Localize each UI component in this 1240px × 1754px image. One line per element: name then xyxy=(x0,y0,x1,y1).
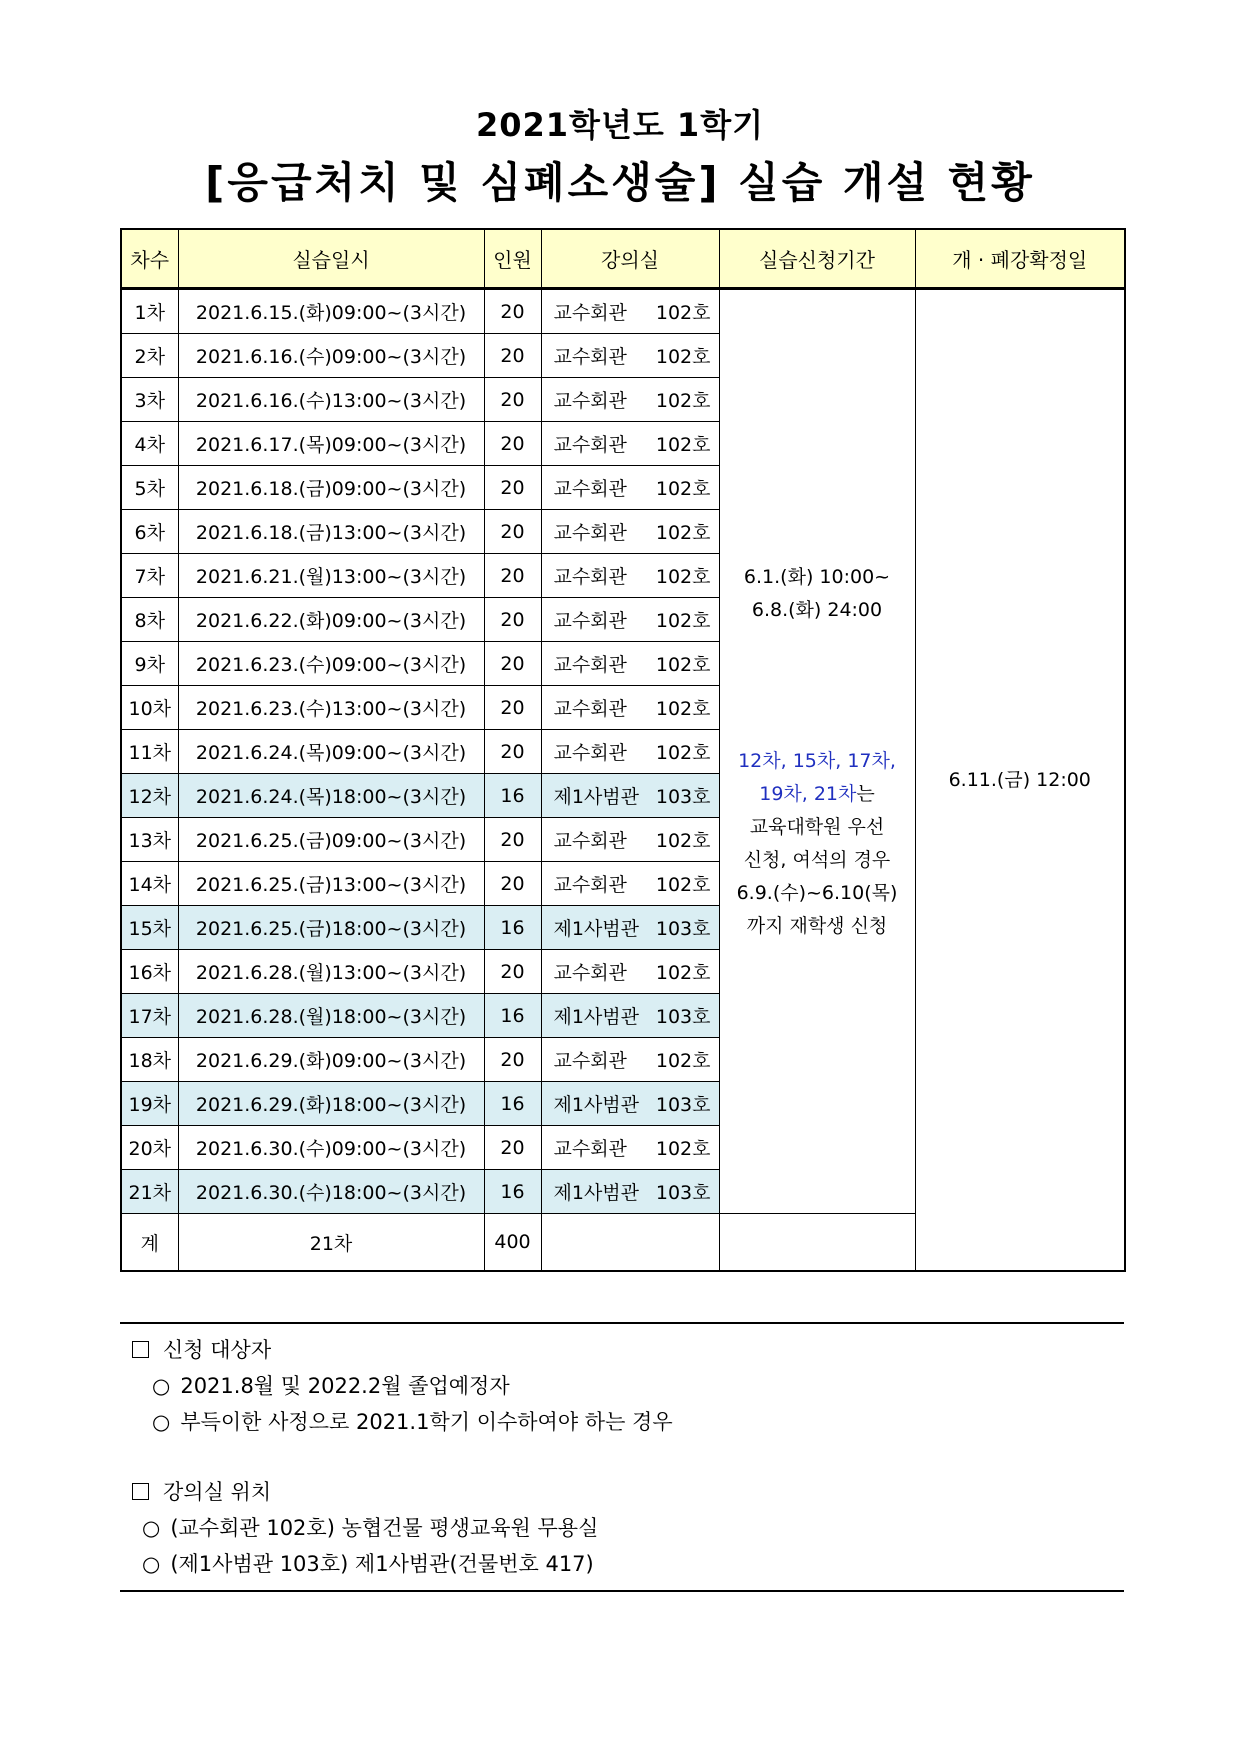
datetime-cell: 2021.6.16.(수)13:00~(3시간) xyxy=(178,378,484,422)
room-cell xyxy=(541,598,719,642)
count-cell: 16 xyxy=(484,1170,541,1214)
room-building: 교수회관 xyxy=(553,346,627,368)
room-building: 제1사범관 xyxy=(553,1006,640,1028)
title-line-1: 2021학년도 1학기 xyxy=(475,106,765,144)
session-cell: 9차 xyxy=(121,642,178,686)
room-number: 103호 xyxy=(655,918,711,940)
datetime-cell: 2021.6.25.(금)18:00~(3시간) xyxy=(178,906,484,950)
room-building: 교수회관 xyxy=(553,1050,627,1072)
datetime-cell: 2021.6.30.(수)18:00~(3시간) xyxy=(178,1170,484,1214)
datetime-cell: 2021.6.29.(화)18:00~(3시간) xyxy=(178,1082,484,1126)
count-cell: 20 xyxy=(484,1038,541,1082)
room-number: 102호 xyxy=(655,698,711,720)
room-building: 교수회관 xyxy=(553,566,627,588)
count-cell: 20 xyxy=(484,334,541,378)
room-building: 교수회관 xyxy=(553,830,627,852)
room-building: 제1사범관 xyxy=(553,918,640,940)
session-cell: 11차 xyxy=(121,730,178,774)
datetime-cell: 2021.6.29.(화)09:00~(3시간) xyxy=(178,1038,484,1082)
target-item-1: ○ 2021.8월 및 2022.2월 졸업예정자 xyxy=(152,1374,510,1398)
header-count: 인원 xyxy=(484,229,541,289)
session-cell: 17차 xyxy=(121,994,178,1038)
period-note: 12차, 15차, 17차, 19차, 21차는 교육대학원 우선 신청, 여석의 경우 6.9.(수)~6.10(목) 까지 재학생 신청 xyxy=(736,749,898,937)
target-item-2: ○ 부득이한 사정으로 2021.1학기 이수하여야 하는 경우 xyxy=(152,1410,673,1434)
count-cell: 20 xyxy=(484,686,541,730)
room-number: 102호 xyxy=(655,742,711,764)
datetime-cell: 2021.6.23.(수)09:00~(3시간) xyxy=(178,642,484,686)
room-building: 교수회관 xyxy=(553,302,627,324)
session-cell: 10차 xyxy=(121,686,178,730)
session-cell: 6차 xyxy=(121,510,178,554)
total-label: 계 xyxy=(121,1214,178,1272)
room-building: 교수회관 xyxy=(553,962,627,984)
count-cell: 16 xyxy=(484,994,541,1038)
session-cell: 7차 xyxy=(121,554,178,598)
period-end: 6.8.(화) 24:00 xyxy=(751,598,883,621)
room-number: 103호 xyxy=(655,786,711,808)
checkbox-square-icon xyxy=(132,1341,149,1358)
room-building: 교수회관 xyxy=(553,610,627,632)
location-item-1: ○ (교수회관 102호) 농협건물 평생교육원 무용실 xyxy=(142,1516,599,1540)
datetime-cell: 2021.6.25.(금)09:00~(3시간) xyxy=(178,818,484,862)
count-cell: 20 xyxy=(484,466,541,510)
session-cell: 20차 xyxy=(121,1126,178,1170)
room-number: 103호 xyxy=(655,1094,711,1116)
room-number: 102호 xyxy=(655,1138,711,1160)
room-building: 교수회관 xyxy=(553,1138,627,1160)
datetime-cell: 2021.6.18.(금)13:00~(3시간) xyxy=(178,510,484,554)
checkbox-square-icon xyxy=(132,1483,149,1500)
room-cell xyxy=(541,862,719,906)
room-cell xyxy=(541,774,719,818)
header-confirm: 개 · 폐강확정일 xyxy=(915,229,1125,289)
session-cell: 2차 xyxy=(121,334,178,378)
room-building: 교수회관 xyxy=(553,874,627,896)
count-cell: 20 xyxy=(484,818,541,862)
room-cell xyxy=(541,994,719,1038)
room-number: 102호 xyxy=(655,478,711,500)
table-row xyxy=(121,289,1125,334)
session-cell: 13차 xyxy=(121,818,178,862)
room-number: 102호 xyxy=(655,962,711,984)
circle-bullet-icon: ○ xyxy=(152,1374,171,1398)
confirm-date-cell: 6.11.(금) 12:00 xyxy=(915,289,1125,1272)
room-building: 제1사범관 xyxy=(553,1094,640,1116)
session-cell: 18차 xyxy=(121,1038,178,1082)
count-cell: 20 xyxy=(484,642,541,686)
room-cell xyxy=(541,1170,719,1214)
room-number: 102호 xyxy=(655,302,711,324)
datetime-cell: 2021.6.22.(화)09:00~(3시간) xyxy=(178,598,484,642)
datetime-cell: 2021.6.30.(수)09:00~(3시간) xyxy=(178,1126,484,1170)
room-building: 교수회관 xyxy=(553,434,627,456)
room-cell xyxy=(541,1038,719,1082)
room-building: 제1사범관 xyxy=(553,786,640,808)
period-start: 6.1.(화) 10:00~ xyxy=(743,565,891,588)
room-cell xyxy=(541,730,719,774)
datetime-cell: 2021.6.24.(목)18:00~(3시간) xyxy=(178,774,484,818)
session-cell: 3차 xyxy=(121,378,178,422)
room-number: 103호 xyxy=(655,1006,711,1028)
datetime-cell: 2021.6.15.(화)09:00~(3시간) xyxy=(178,289,484,334)
header-period: 실습신청기간 xyxy=(719,229,915,289)
divider-top xyxy=(120,1322,1124,1324)
schedule-table xyxy=(120,228,1126,1272)
session-cell: 16차 xyxy=(121,950,178,994)
header-datetime: 실습일시 xyxy=(178,229,484,289)
session-cell: 8차 xyxy=(121,598,178,642)
header-row xyxy=(121,229,1125,289)
room-cell xyxy=(541,422,719,466)
count-cell: 20 xyxy=(484,554,541,598)
total-period-empty xyxy=(719,1214,915,1272)
datetime-cell: 2021.6.21.(월)13:00~(3시간) xyxy=(178,554,484,598)
room-number: 102호 xyxy=(655,830,711,852)
datetime-cell: 2021.6.24.(목)09:00~(3시간) xyxy=(178,730,484,774)
count-cell: 20 xyxy=(484,598,541,642)
room-building: 교수회관 xyxy=(553,654,627,676)
title-line-2: [응급처치 및 심폐소생술] 실습 개설 현황 xyxy=(205,158,1035,207)
count-cell: 20 xyxy=(484,1126,541,1170)
count-cell: 20 xyxy=(484,950,541,994)
period-cell xyxy=(719,289,915,1214)
priority-sessions-2: 19차, 21차 xyxy=(759,782,857,805)
count-cell: 16 xyxy=(484,906,541,950)
room-number: 102호 xyxy=(655,874,711,896)
room-number: 102호 xyxy=(655,654,711,676)
room-cell xyxy=(541,1082,719,1126)
location-item-2: ○ (제1사범관 103호) 제1사범관(건물번호 417) xyxy=(142,1552,594,1576)
total-sessions: 21차 xyxy=(178,1214,484,1272)
header-session: 차수 xyxy=(121,229,178,289)
count-cell: 20 xyxy=(484,862,541,906)
room-cell xyxy=(541,554,719,598)
session-cell: 12차 xyxy=(121,774,178,818)
session-cell: 15차 xyxy=(121,906,178,950)
session-cell: 4차 xyxy=(121,422,178,466)
room-cell xyxy=(541,950,719,994)
room-building: 제1사범관 xyxy=(553,1182,640,1204)
room-cell xyxy=(541,642,719,686)
room-cell xyxy=(541,510,719,554)
datetime-cell: 2021.6.23.(수)13:00~(3시간) xyxy=(178,686,484,730)
room-cell xyxy=(541,289,719,334)
datetime-cell: 2021.6.28.(월)18:00~(3시간) xyxy=(178,994,484,1038)
location-heading: 강의실 위치 xyxy=(132,1476,271,1506)
room-cell xyxy=(541,334,719,378)
room-cell xyxy=(541,378,719,422)
room-number: 102호 xyxy=(655,1050,711,1072)
circle-bullet-icon: ○ xyxy=(142,1552,161,1576)
session-cell: 14차 xyxy=(121,862,178,906)
count-cell: 20 xyxy=(484,422,541,466)
session-cell: 19차 xyxy=(121,1082,178,1126)
datetime-cell: 2021.6.16.(수)09:00~(3시간) xyxy=(178,334,484,378)
room-building: 교수회관 xyxy=(553,390,627,412)
room-building: 교수회관 xyxy=(553,522,627,544)
room-number: 102호 xyxy=(655,522,711,544)
count-cell: 20 xyxy=(484,289,541,334)
room-number: 102호 xyxy=(655,566,711,588)
room-number: 103호 xyxy=(655,1182,711,1204)
room-number: 102호 xyxy=(655,610,711,632)
circle-bullet-icon: ○ xyxy=(152,1410,171,1434)
datetime-cell: 2021.6.25.(금)13:00~(3시간) xyxy=(178,862,484,906)
room-building: 교수회관 xyxy=(553,478,627,500)
count-cell: 20 xyxy=(484,510,541,554)
room-building: 교수회관 xyxy=(553,742,627,764)
room-cell xyxy=(541,466,719,510)
count-cell: 16 xyxy=(484,774,541,818)
session-cell: 5차 xyxy=(121,466,178,510)
session-cell: 21차 xyxy=(121,1170,178,1214)
total-room-empty xyxy=(541,1214,719,1272)
datetime-cell: 2021.6.17.(목)09:00~(3시간) xyxy=(178,422,484,466)
circle-bullet-icon: ○ xyxy=(142,1516,161,1540)
room-building: 교수회관 xyxy=(553,698,627,720)
datetime-cell: 2021.6.28.(월)13:00~(3시간) xyxy=(178,950,484,994)
priority-sessions-1: 12차, 15차, 17차, xyxy=(738,749,896,772)
datetime-cell: 2021.6.18.(금)09:00~(3시간) xyxy=(178,466,484,510)
room-cell xyxy=(541,906,719,950)
divider-bottom xyxy=(120,1590,1124,1592)
room-cell xyxy=(541,818,719,862)
room-number: 102호 xyxy=(655,434,711,456)
header-room: 강의실 xyxy=(541,229,719,289)
room-cell xyxy=(541,686,719,730)
session-cell: 1차 xyxy=(121,289,178,334)
count-cell: 16 xyxy=(484,1082,541,1126)
count-cell: 20 xyxy=(484,378,541,422)
total-count: 400 xyxy=(484,1214,541,1272)
count-cell: 20 xyxy=(484,730,541,774)
room-number: 102호 xyxy=(655,390,711,412)
room-number: 102호 xyxy=(655,346,711,368)
target-heading: 신청 대상자 xyxy=(132,1334,271,1364)
room-cell xyxy=(541,1126,719,1170)
